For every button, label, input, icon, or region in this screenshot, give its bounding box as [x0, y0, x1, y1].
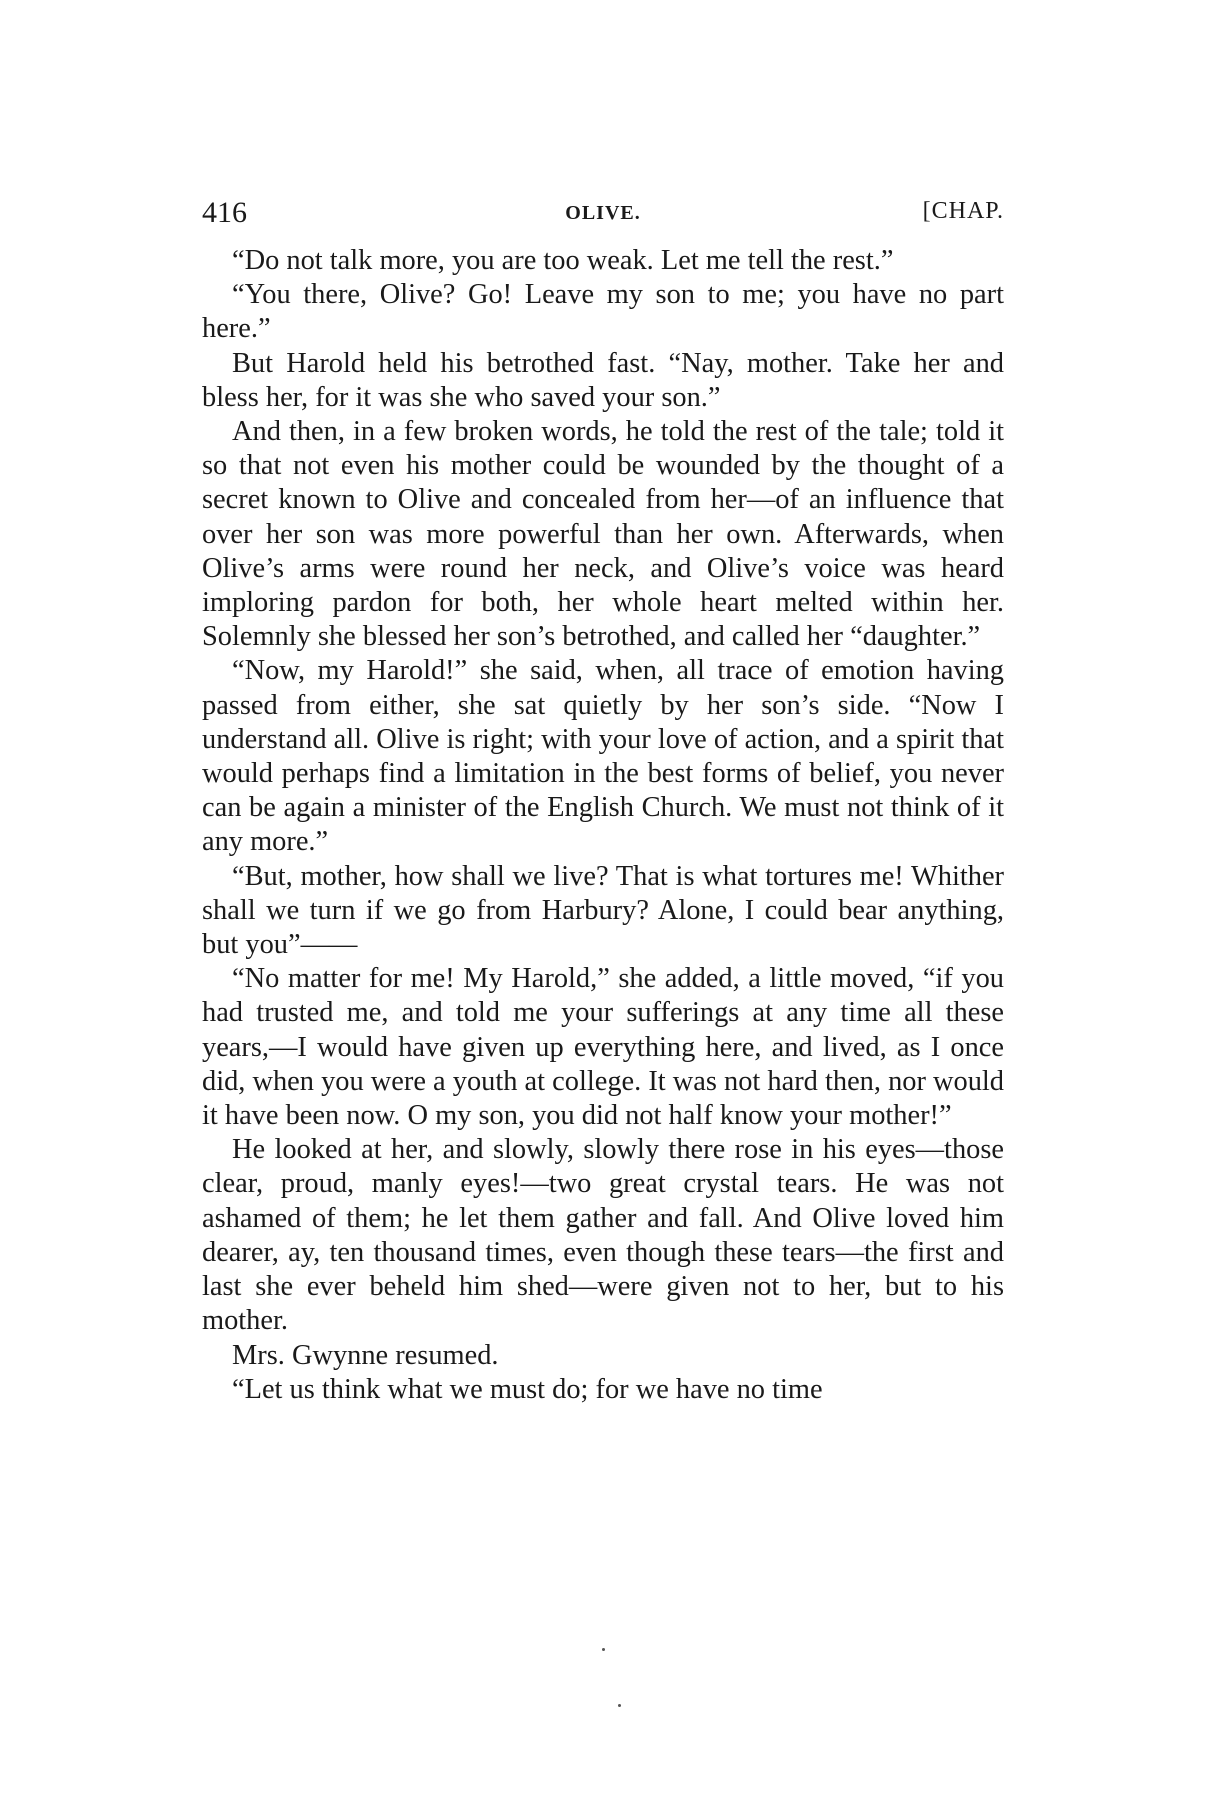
- paragraph: “Do not talk more, you are too weak. Let me tell the rest.”: [232, 245, 894, 276]
- chapter-marker: [CHAP.: [922, 198, 1004, 224]
- running-title: OLIVE.: [565, 202, 641, 224]
- body-text: [202, 244, 1004, 1407]
- paragraph: And then, in a few broken words, he told the rest of the tale; told it so that not even his mother could be wounded by the thought of a secret known to Olive and concealed from her—of an influence that over her son was more powerful than her own. Afterwards, when Olive’s arms were round her neck, and Olive’s voice was heard imploring pardon for both, her whole heart melted within her. Solemnly she blessed her son’s betrothed, and called her “daughter.”: [202, 416, 1004, 653]
- ink-speck: [618, 1704, 621, 1707]
- page-number: 416: [202, 196, 247, 229]
- running-header: [202, 190, 1004, 234]
- ink-speck: [602, 1648, 605, 1651]
- paragraph: “Now, my Harold!” she said, when, all trace of emotion having passed from either, she sat quietly by her son’s side. “Now I understand all. Olive is right; with your love of action, and a spirit that would perhaps find a limitation in the best forms of belief, you never can be again a minister of the English Church. We must not think of it any more.”: [202, 655, 1004, 858]
- book-page: [202, 190, 1004, 1407]
- paragraph: Mrs. Gwynne resumed.: [232, 1339, 499, 1371]
- paragraph: “Let us think what we must do; for we have no time: [232, 1373, 823, 1405]
- paragraph: “No matter for me! My Harold,” she added, a little moved, “if you had trusted me, and told me your sufferings at any time all these years,—I would have given up everything here, and lived, as I once did, when you were a youth at college. It was not hard then, nor would it have been now. O my son, you did not half know your mother!”: [202, 963, 1004, 1132]
- paragraph: “But, mother, how shall we live? That is what tortures me! Whither shall we turn if we go from Harbury? Alone, I could bear anything, but you”——: [202, 860, 1004, 961]
- paragraph: He looked at her, and slowly, slowly there rose in his eyes—those clear, proud, manly eyes!—two great crystal tears. He was not ashamed of them; he let them gather and fall. And Olive loved him dearer, ay, ten thousand times, even though these tears—the first and last she ever beheld him shed—were given not to her, but to his mother.: [202, 1134, 1004, 1337]
- paragraph: But Harold held his betrothed fast. “Nay, mother. Take her and bless her, for it was she who saved your son.”: [202, 347, 1004, 413]
- paragraph: “You there, Olive? Go! Leave my son to me; you have no part here.”: [202, 279, 1004, 345]
